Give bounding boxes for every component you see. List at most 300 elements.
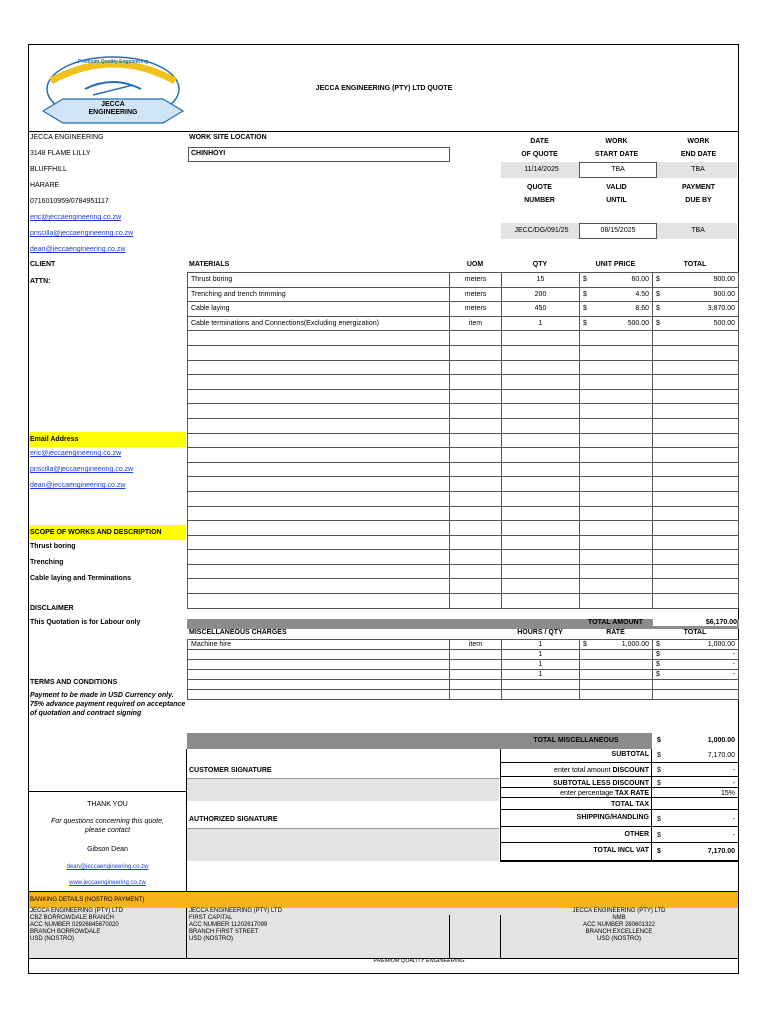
material-price-cell[interactable] — [580, 375, 653, 390]
bank1-line: USD (NOSTRO) — [30, 936, 74, 942]
discount-value[interactable]: - — [732, 767, 735, 774]
shipping-value[interactable]: - — [732, 816, 735, 823]
start-header-1: WORK — [605, 138, 628, 145]
misc-uom-cell[interactable] — [450, 680, 502, 690]
email-list-3[interactable]: dean@jeccaengineering.co.zw — [30, 482, 126, 489]
misc-desc-cell[interactable] — [188, 660, 450, 670]
material-total-cell[interactable] — [653, 564, 739, 579]
material-desc-cell[interactable]: Trenching and trench trimming — [188, 287, 450, 302]
disclaimer-text: This Quotation is for Labour only — [30, 619, 141, 626]
total-misc-label: TOTAL MISCELLANEOUS — [533, 737, 619, 744]
logo-arc-text: Premium Quality Engineering — [77, 59, 148, 65]
amount-value: 500.00 — [713, 320, 735, 328]
work-end-date[interactable]: TBA — [691, 166, 705, 173]
material-uom-cell[interactable] — [450, 579, 502, 594]
bank3-details — [501, 908, 737, 943]
material-row[interactable] — [188, 477, 739, 492]
website-link[interactable]: www.jeccaengineering.co.zw — [69, 880, 146, 886]
material-row[interactable] — [188, 316, 739, 331]
material-desc-cell[interactable] — [188, 550, 450, 565]
contact-email[interactable]: dean@jeccaengineering.co.zw — [66, 864, 149, 870]
misc-uom-cell[interactable]: item — [450, 640, 502, 650]
worksite-value: CHINHOYI — [191, 150, 226, 157]
material-row[interactable] — [188, 404, 739, 419]
bank2-line: BRANCH FIRST STREET — [189, 929, 259, 935]
misc-total-cell[interactable] — [653, 680, 739, 690]
material-desc-cell[interactable]: Cable terminations and Connections(Excluding energization) — [188, 316, 450, 331]
unit-price-header: UNIT PRICE — [595, 261, 636, 268]
material-qty-cell[interactable] — [502, 375, 580, 390]
material-uom-cell[interactable] — [450, 418, 502, 433]
material-total-cell[interactable] — [653, 448, 739, 463]
material-uom-cell[interactable] — [450, 389, 502, 404]
material-total-cell[interactable] — [653, 418, 739, 433]
amount-value: 4.50 — [635, 290, 649, 298]
amount-value: 1,000.00 — [707, 641, 735, 648]
amount-value: 1,000.00 — [621, 641, 649, 648]
misc-qty-cell[interactable] — [502, 690, 580, 700]
email-list-2[interactable]: priscilla@jeccaengineering.co.zw — [30, 466, 134, 473]
material-qty-cell[interactable] — [502, 535, 580, 550]
bank3-line: NMB — [612, 915, 626, 921]
amount-value: 900.00 — [713, 290, 735, 298]
misc-desc-cell[interactable] — [188, 670, 450, 680]
material-qty-cell[interactable] — [502, 345, 580, 360]
material-price-cell[interactable] — [580, 389, 653, 404]
material-price-cell[interactable] — [580, 535, 653, 550]
bank3-line: JECCA ENGINEERING (PTY) LTD — [572, 908, 666, 914]
material-uom-cell[interactable] — [450, 535, 502, 550]
logo-name-1: JECCA — [101, 101, 125, 108]
amount-value: 900.00 — [713, 276, 735, 284]
total-header: TOTAL — [683, 261, 707, 268]
material-desc-cell[interactable] — [188, 404, 450, 419]
total-misc-currency: $ — [657, 737, 661, 744]
customer-signature-field[interactable] — [187, 778, 499, 801]
email-section-label: Email Address — [29, 432, 186, 447]
material-price-cell[interactable] — [580, 491, 653, 506]
currency-symbol: $ — [656, 641, 660, 648]
uom-header: UOM — [466, 261, 484, 268]
material-price-cell[interactable] — [580, 477, 653, 492]
materials-header: MATERIALS — [189, 261, 230, 268]
misc-total-cell[interactable] — [653, 690, 739, 700]
material-qty-cell[interactable] — [502, 491, 580, 506]
material-desc-cell[interactable]: Cable laying — [188, 302, 450, 317]
material-price-cell[interactable] — [580, 433, 653, 448]
total-misc-value: 1,000.00 — [707, 737, 735, 744]
material-price-cell[interactable] — [580, 360, 653, 375]
materials-table — [187, 272, 739, 609]
total-tax-label: TOTAL TAX — [611, 801, 649, 808]
payment-header-1: PAYMENT — [681, 184, 716, 191]
logo-name-2: ENGINEERING — [88, 109, 138, 116]
misc-row[interactable] — [188, 690, 739, 700]
material-row[interactable] — [188, 331, 739, 346]
currency-symbol: $ — [583, 641, 587, 648]
bank2-line: JECCA ENGINEERING (PTY) LTD — [189, 908, 282, 914]
material-qty-cell[interactable] — [502, 360, 580, 375]
material-total-cell[interactable] — [653, 404, 739, 419]
tax-rate-value[interactable]: 15% — [720, 790, 735, 797]
misc-desc-cell[interactable] — [188, 690, 450, 700]
currency-symbol: $ — [656, 305, 660, 313]
payment-header-2: DUE BY — [685, 197, 712, 204]
material-uom-cell[interactable] — [450, 521, 502, 536]
material-desc-cell[interactable]: Thrust boring — [188, 273, 450, 288]
material-qty-cell[interactable]: 200 — [502, 287, 580, 302]
currency-symbol: $ — [656, 661, 660, 668]
bank1-details — [30, 908, 123, 943]
customer-signature-label: CUSTOMER SIGNATURE — [189, 767, 272, 774]
material-row[interactable] — [188, 564, 739, 579]
material-row[interactable] — [188, 462, 739, 477]
discount-currency: $ — [657, 767, 661, 774]
valid-header-1: VALID — [606, 184, 627, 191]
tax-hint: enter percentage — [560, 790, 614, 797]
material-qty-cell[interactable]: 450 — [502, 302, 580, 317]
date-header-2: OF QUOTE — [521, 151, 558, 158]
material-desc-cell[interactable] — [188, 521, 450, 536]
material-total-cell[interactable] — [653, 331, 739, 346]
material-desc-cell[interactable] — [188, 594, 450, 609]
material-total-cell[interactable] — [653, 579, 739, 594]
material-desc-cell[interactable] — [188, 375, 450, 390]
material-price-cell[interactable] — [580, 302, 653, 317]
end-header-2: END DATE — [680, 151, 717, 158]
misc-rate-cell[interactable] — [580, 640, 653, 650]
material-total-cell[interactable] — [653, 594, 739, 609]
misc-row[interactable] — [188, 670, 739, 680]
subtotal-currency: $ — [657, 752, 661, 759]
misc-desc-cell[interactable] — [188, 680, 450, 690]
valid-header-2: UNTIL — [606, 197, 627, 204]
material-price-cell[interactable] — [580, 462, 653, 477]
material-total-cell[interactable] — [653, 550, 739, 565]
payment-due[interactable]: TBA — [691, 227, 705, 234]
material-desc-cell[interactable] — [188, 491, 450, 506]
tax-rate-label: TAX RATE — [615, 790, 649, 797]
amount-value: - — [732, 661, 735, 668]
subtotal-value: 7,170.00 — [707, 752, 735, 759]
discount-hint: enter total amount — [554, 767, 611, 774]
misc-desc-cell[interactable] — [188, 650, 450, 660]
misc-desc-cell[interactable]: Machine hire — [188, 640, 450, 650]
valid-until[interactable]: 08/15/2025 — [579, 223, 657, 239]
material-uom-cell[interactable] — [450, 331, 502, 346]
worksite-label: WORK SITE LOCATION — [189, 134, 267, 141]
misc-total-cell[interactable] — [653, 640, 739, 650]
material-uom-cell[interactable] — [450, 375, 502, 390]
material-desc-cell[interactable] — [188, 506, 450, 521]
misc-qty-cell[interactable]: 1 — [502, 670, 580, 680]
scope-item-1: Thrust boring — [30, 543, 76, 550]
bank3-line: USD (NOSTRO) — [597, 936, 641, 942]
misc-total-cell[interactable] — [653, 660, 739, 670]
material-uom-cell[interactable] — [450, 433, 502, 448]
misc-table — [187, 639, 739, 700]
material-desc-cell[interactable] — [188, 331, 450, 346]
material-row[interactable] — [188, 375, 739, 390]
material-uom-cell[interactable] — [450, 491, 502, 506]
date-header-1: DATE — [530, 138, 549, 145]
material-total-cell[interactable] — [653, 433, 739, 448]
total-vat-currency: $ — [657, 848, 661, 855]
material-uom-cell[interactable] — [450, 360, 502, 375]
material-uom-cell[interactable] — [450, 594, 502, 609]
material-desc-cell[interactable] — [188, 389, 450, 404]
material-desc-cell[interactable] — [188, 564, 450, 579]
material-desc-cell[interactable] — [188, 535, 450, 550]
terms-label: TERMS AND CONDITIONS — [30, 679, 118, 686]
material-qty-cell[interactable] — [502, 404, 580, 419]
subtotal-less-currency: $ — [657, 780, 661, 787]
currency-symbol: $ — [656, 651, 660, 658]
bank2-line: USD (NOSTRO) — [189, 936, 233, 942]
misc-row[interactable] — [188, 650, 739, 660]
material-price-cell[interactable] — [580, 331, 653, 346]
material-desc-cell[interactable] — [188, 418, 450, 433]
material-price-cell[interactable] — [580, 418, 653, 433]
material-price-cell[interactable] — [580, 564, 653, 579]
material-price-cell[interactable] — [580, 345, 653, 360]
material-row[interactable] — [188, 345, 739, 360]
material-uom-cell[interactable] — [450, 462, 502, 477]
misc-uom-cell[interactable] — [450, 690, 502, 700]
misc-uom-cell[interactable] — [450, 670, 502, 680]
questions-line1: For questions concerning this quote, — [51, 818, 164, 825]
misc-uom-cell[interactable] — [450, 660, 502, 670]
material-total-cell[interactable] — [653, 477, 739, 492]
material-price-cell[interactable] — [580, 594, 653, 609]
material-row[interactable] — [188, 521, 739, 536]
material-uom-cell[interactable] — [450, 550, 502, 565]
quote-date[interactable]: 11/14/2025 — [524, 166, 559, 173]
misc-rate-cell[interactable] — [580, 650, 653, 660]
other-currency: $ — [657, 832, 661, 839]
material-uom-cell[interactable] — [450, 448, 502, 463]
questions-line2: please contact — [84, 827, 131, 834]
material-total-cell[interactable] — [653, 360, 739, 375]
material-row[interactable] — [188, 287, 739, 302]
material-qty-cell[interactable]: 1 — [502, 316, 580, 331]
misc-rate-cell[interactable] — [580, 670, 653, 680]
material-total-cell[interactable] — [653, 491, 739, 506]
material-desc-cell[interactable] — [188, 360, 450, 375]
company-address1: 3148 FLAME LILLY — [30, 150, 91, 157]
bank1-line: ACC NUMBER 02926845670020 — [30, 922, 119, 928]
material-total-cell[interactable] — [653, 375, 739, 390]
material-qty-cell[interactable] — [502, 448, 580, 463]
misc-header: MISCELLANEOUS CHARGES — [189, 629, 287, 636]
scope-item-2: Trenching — [30, 559, 64, 566]
material-total-cell[interactable] — [653, 462, 739, 477]
misc-row[interactable] — [188, 640, 739, 650]
material-desc-cell[interactable] — [188, 579, 450, 594]
material-total-cell[interactable] — [653, 535, 739, 550]
material-price-cell[interactable] — [580, 273, 653, 288]
company-email-2[interactable]: priscilla@jeccaengineering.co.zw — [30, 230, 134, 237]
amount-value: 500.00 — [627, 320, 649, 328]
amount-value: 3,870.00 — [707, 305, 735, 313]
material-row[interactable] — [188, 273, 739, 288]
material-total-cell[interactable] — [653, 287, 739, 302]
material-row[interactable] — [188, 506, 739, 521]
misc-total-cell[interactable] — [653, 650, 739, 660]
material-uom-cell[interactable] — [450, 506, 502, 521]
quote-title: JECCA ENGINEERING (PTY) LTD QUOTE — [315, 85, 453, 92]
quote-sheet — [28, 44, 739, 974]
misc-rate-cell[interactable] — [580, 680, 653, 690]
currency-symbol: $ — [583, 290, 587, 298]
company-email-3[interactable]: dean@jeccaengineering.co.zw — [30, 246, 126, 253]
misc-rate-cell[interactable] — [580, 690, 653, 700]
material-desc-cell[interactable] — [188, 477, 450, 492]
material-qty-cell[interactable] — [502, 462, 580, 477]
currency-symbol: $ — [656, 290, 660, 298]
material-uom-cell[interactable]: meters — [450, 302, 502, 317]
quote-number[interactable]: JECC/DG/091/25 — [514, 227, 569, 234]
material-qty-cell[interactable] — [502, 579, 580, 594]
total-amount-value: $6,170.00 — [653, 619, 737, 626]
shipping-label: SHIPPING/HANDLING — [576, 814, 649, 821]
currency-symbol: $ — [583, 305, 587, 313]
material-row[interactable] — [188, 535, 739, 550]
material-row[interactable] — [188, 594, 739, 609]
bank1-line: CBZ BORROWDALE BRANCH — [30, 915, 115, 921]
material-row[interactable] — [188, 302, 739, 317]
material-total-cell[interactable] — [653, 345, 739, 360]
currency-symbol: $ — [656, 671, 660, 678]
material-price-cell[interactable] — [580, 448, 653, 463]
misc-qty-cell[interactable]: 1 — [502, 640, 580, 650]
material-row[interactable] — [188, 550, 739, 565]
subtotal-label: SUBTOTAL — [611, 751, 649, 758]
material-total-cell[interactable] — [653, 273, 739, 288]
misc-uom-cell[interactable] — [450, 650, 502, 660]
work-start-date[interactable]: TBA — [579, 162, 657, 178]
material-uom-cell[interactable]: item — [450, 316, 502, 331]
material-price-cell[interactable] — [580, 579, 653, 594]
company-address2: BLUFFHILL — [30, 166, 67, 173]
material-qty-cell[interactable]: 15 — [502, 273, 580, 288]
footer-tagline: PREMIUM QUALITY ENGINEERING — [373, 958, 465, 964]
company-phone: 0716010959/0784951117 — [30, 198, 109, 205]
material-qty-cell[interactable] — [502, 594, 580, 609]
material-price-cell[interactable] — [580, 521, 653, 536]
misc-rate-header: RATE — [606, 629, 625, 636]
material-row[interactable] — [188, 448, 739, 463]
material-price-cell[interactable] — [580, 404, 653, 419]
material-row[interactable] — [188, 491, 739, 506]
material-row[interactable] — [188, 360, 739, 375]
total-incl-vat-value: 7,170.00 — [707, 848, 735, 855]
tax-row — [501, 790, 649, 797]
material-price-cell[interactable] — [580, 506, 653, 521]
material-qty-cell[interactable] — [502, 331, 580, 346]
company-email-1[interactable]: eric@jeccaengineering.co.zw — [30, 214, 122, 221]
material-desc-cell[interactable] — [188, 345, 450, 360]
material-desc-cell[interactable] — [188, 462, 450, 477]
misc-qty-cell[interactable] — [502, 680, 580, 690]
material-total-cell[interactable] — [653, 521, 739, 536]
material-uom-cell[interactable] — [450, 345, 502, 360]
disclaimer-label: DISCLAIMER — [30, 605, 74, 612]
other-value[interactable]: - — [732, 832, 735, 839]
bank3-line: ACC NUMBER 280601322 — [582, 922, 656, 928]
misc-total-cell[interactable] — [653, 670, 739, 680]
material-uom-cell[interactable]: meters — [450, 273, 502, 288]
material-row[interactable] — [188, 579, 739, 594]
company-name: JECCA ENGINEERING — [30, 134, 104, 141]
authorized-signature-label: AUTHORIZED SIGNATURE — [189, 816, 278, 823]
company-logo — [33, 49, 189, 127]
bank3-line: BRANCH:EXCELLENCE — [585, 929, 653, 935]
material-qty-cell[interactable] — [502, 418, 580, 433]
material-uom-cell[interactable] — [450, 564, 502, 579]
bank2-line: FIRST CAPITAL — [189, 915, 233, 921]
quote-number-header-1: QUOTE — [527, 184, 552, 191]
authorized-signature-field[interactable] — [187, 828, 499, 861]
discount-label: DISCOUNT — [612, 767, 649, 774]
material-qty-cell[interactable] — [502, 521, 580, 536]
material-price-cell[interactable] — [580, 316, 653, 331]
misc-row[interactable] — [188, 680, 739, 690]
material-desc-cell[interactable] — [188, 448, 450, 463]
material-total-cell[interactable] — [653, 316, 739, 331]
scope-label: SCOPE OF WORKS AND DESCRIPTION — [29, 525, 186, 540]
currency-symbol: $ — [583, 320, 587, 328]
start-header-2: START DATE — [594, 151, 639, 158]
material-uom-cell[interactable] — [450, 404, 502, 419]
material-desc-cell[interactable] — [188, 433, 450, 448]
material-qty-cell[interactable] — [502, 564, 580, 579]
material-row[interactable] — [188, 389, 739, 404]
thank-you: THANK YOU — [87, 801, 128, 808]
qty-header: QTY — [532, 261, 548, 268]
misc-qty-cell[interactable]: 1 — [502, 660, 580, 670]
material-row[interactable] — [188, 433, 739, 448]
amount-value: - — [732, 671, 735, 678]
bank1-line: JECCA ENGINEERING (PTY) LTD — [30, 908, 123, 914]
material-qty-cell[interactable] — [502, 477, 580, 492]
material-total-cell[interactable] — [653, 506, 739, 521]
bank1-line: BRANCH BORROWDALE — [30, 929, 101, 935]
material-row[interactable] — [188, 418, 739, 433]
currency-symbol: $ — [656, 276, 660, 284]
material-qty-cell[interactable] — [502, 506, 580, 521]
material-uom-cell[interactable] — [450, 477, 502, 492]
banking-label: BANKING DETAILS (NOSTRO PAYMENT) — [30, 897, 145, 903]
worksite-field[interactable] — [188, 147, 450, 162]
material-price-cell[interactable] — [580, 550, 653, 565]
company-city: HARARE — [30, 182, 60, 189]
material-qty-cell[interactable] — [502, 550, 580, 565]
material-qty-cell[interactable] — [502, 433, 580, 448]
subtotal-less-discount-label: SUBTOTAL LESS DISCOUNT — [552, 780, 649, 787]
email-list-1[interactable]: eric@jeccaengineering.co.zw — [30, 450, 122, 457]
misc-hours-header: HOURS / QTY — [517, 629, 563, 636]
total-incl-vat-label: TOTAL INCL VAT — [593, 847, 649, 854]
misc-row[interactable] — [188, 660, 739, 670]
material-uom-cell[interactable]: meters — [450, 287, 502, 302]
material-price-cell[interactable] — [580, 287, 653, 302]
material-qty-cell[interactable] — [502, 389, 580, 404]
material-total-cell[interactable] — [653, 302, 739, 317]
misc-rate-cell[interactable] — [580, 660, 653, 670]
material-total-cell[interactable] — [653, 389, 739, 404]
misc-qty-cell[interactable]: 1 — [502, 650, 580, 660]
